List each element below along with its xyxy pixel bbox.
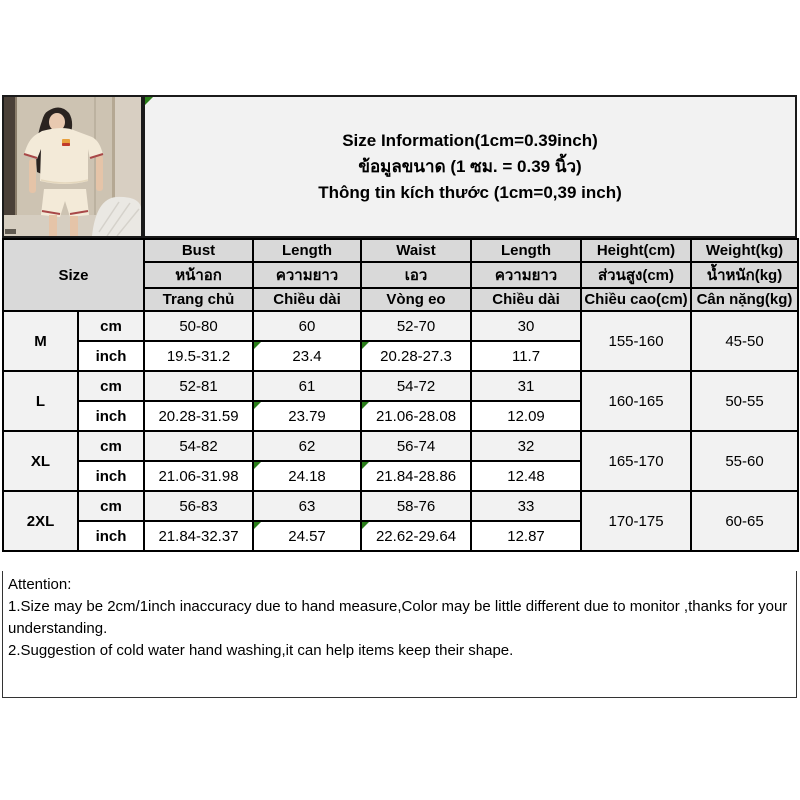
cell-m-height: 155-160	[581, 311, 691, 371]
comment-marker-icon	[362, 342, 369, 349]
cell-l-bust-cm: 52-81	[144, 371, 253, 401]
title-cell	[143, 95, 797, 238]
size-corner-label: Size	[3, 239, 144, 311]
cell-2xl-length-inch: 24.57	[253, 521, 361, 551]
cell-m-bust-cm: 50-80	[144, 311, 253, 341]
cell-m-weight: 45-50	[691, 311, 798, 371]
col-header-waist-en: Waist	[361, 239, 471, 262]
cell-xl-weight: 55-60	[691, 431, 798, 491]
cell-xl-bust-inch: 21.06-31.98	[144, 461, 253, 491]
cell-m-length2-inch: 11.7	[471, 341, 581, 371]
comment-marker-icon	[254, 342, 261, 349]
cell-2xl-length-cm: 63	[253, 491, 361, 521]
col-header-waist-th: เอว	[361, 262, 471, 288]
attention-note-1: 1.Size may be 2cm/1inch inaccuracy due to hand measure,Color may be little different due to monitor ,thanks for your understanding.	[8, 598, 788, 637]
cell-2xl-waist-cm: 58-76	[361, 491, 471, 521]
comment-marker-icon	[254, 462, 261, 469]
col-header-length-vi: Chiều dài	[253, 288, 361, 311]
attention-note-2: 2.Suggestion of cold water hand washing,it can help items keep their shape.	[8, 642, 514, 659]
comment-marker-icon	[254, 522, 261, 529]
comment-marker-icon	[362, 462, 369, 469]
size-label-l: L	[3, 371, 78, 431]
col-header-weight-th: น้ำหนัก(kg)	[691, 262, 798, 288]
cell-xl-length2-cm: 32	[471, 431, 581, 461]
unit-label: inch	[78, 461, 144, 491]
size-label-m: M	[3, 311, 78, 371]
size-label-xl: XL	[3, 431, 78, 491]
col-header-height-en: Height(cm)	[581, 239, 691, 262]
cell-m-length-inch: 23.4	[253, 341, 361, 371]
attention-notes	[2, 571, 797, 698]
cell-2xl-height: 170-175	[581, 491, 691, 551]
unit-label: cm	[78, 431, 144, 461]
cell-l-length-cm: 61	[253, 371, 361, 401]
cell-xl-length-cm: 62	[253, 431, 361, 461]
cell-l-weight: 50-55	[691, 371, 798, 431]
cell-l-length2-cm: 31	[471, 371, 581, 401]
col-header-height-th: ส่วนสูง(cm)	[581, 262, 691, 288]
cell-m-length-cm: 60	[253, 311, 361, 341]
cell-l-bust-inch: 20.28-31.59	[144, 401, 253, 431]
comment-marker-icon	[362, 522, 369, 529]
size-label-2xl: 2XL	[3, 491, 78, 551]
comment-marker-icon	[254, 402, 261, 409]
col-header-length2-th: ความยาว	[471, 262, 581, 288]
col-header-height-vi: Chiều cao(cm)	[581, 288, 691, 311]
size-table	[2, 238, 799, 552]
cell-2xl-weight: 60-65	[691, 491, 798, 551]
cell-m-waist-inch: 20.28-27.3	[361, 341, 471, 371]
col-header-length-en: Length	[253, 239, 361, 262]
col-header-weight-vi: Cân nặng(kg)	[691, 288, 798, 311]
cell-l-waist-cm: 54-72	[361, 371, 471, 401]
cell-xl-length2-inch: 12.48	[471, 461, 581, 491]
col-header-bust-th: หน้าอก	[144, 262, 253, 288]
unit-label: inch	[78, 401, 144, 431]
col-header-waist-vi: Vòng eo	[361, 288, 471, 311]
cell-2xl-waist-inch: 22.62-29.64	[361, 521, 471, 551]
comment-marker-icon	[362, 402, 369, 409]
cell-2xl-bust-cm: 56-83	[144, 491, 253, 521]
cell-xl-height: 165-170	[581, 431, 691, 491]
title-line-vi: Thông tin kích thước (1cm=0,39 inch)	[318, 182, 622, 202]
cell-2xl-bust-inch: 21.84-32.37	[144, 521, 253, 551]
unit-label: inch	[78, 521, 144, 551]
title-line-th: ข้อมูลขนาด (1 ซม. = 0.39 นิ้ว)	[358, 156, 582, 176]
col-header-weight-en: Weight(kg)	[691, 239, 798, 262]
title-line-en: Size Information(1cm=0.39inch)	[342, 130, 598, 150]
col-header-length-th: ความยาว	[253, 262, 361, 288]
cell-2xl-length2-cm: 33	[471, 491, 581, 521]
cell-m-length2-cm: 30	[471, 311, 581, 341]
cell-m-waist-cm: 52-70	[361, 311, 471, 341]
col-header-bust-vi: Trang chủ	[144, 288, 253, 311]
unit-label: cm	[78, 371, 144, 401]
cell-xl-waist-inch: 21.84-28.86	[361, 461, 471, 491]
cell-l-waist-inch: 21.06-28.08	[361, 401, 471, 431]
cell-m-bust-inch: 19.5-31.2	[144, 341, 253, 371]
comment-marker-icon	[145, 97, 153, 105]
cell-xl-length-inch: 24.18	[253, 461, 361, 491]
pajama-model-illustration	[4, 97, 141, 236]
col-header-bust-en: Bust	[144, 239, 253, 262]
col-header-length2-en: Length	[471, 239, 581, 262]
cell-xl-bust-cm: 54-82	[144, 431, 253, 461]
cell-l-length-inch: 23.79	[253, 401, 361, 431]
cell-2xl-length2-inch: 12.87	[471, 521, 581, 551]
unit-label: cm	[78, 311, 144, 341]
attention-heading: Attention:	[8, 576, 72, 593]
cell-l-height: 160-165	[581, 371, 691, 431]
unit-label: cm	[78, 491, 144, 521]
col-header-length2-vi: Chiều dài	[471, 288, 581, 311]
product-photo	[2, 95, 143, 238]
cell-xl-waist-cm: 56-74	[361, 431, 471, 461]
cell-l-length2-inch: 12.09	[471, 401, 581, 431]
unit-label: inch	[78, 341, 144, 371]
